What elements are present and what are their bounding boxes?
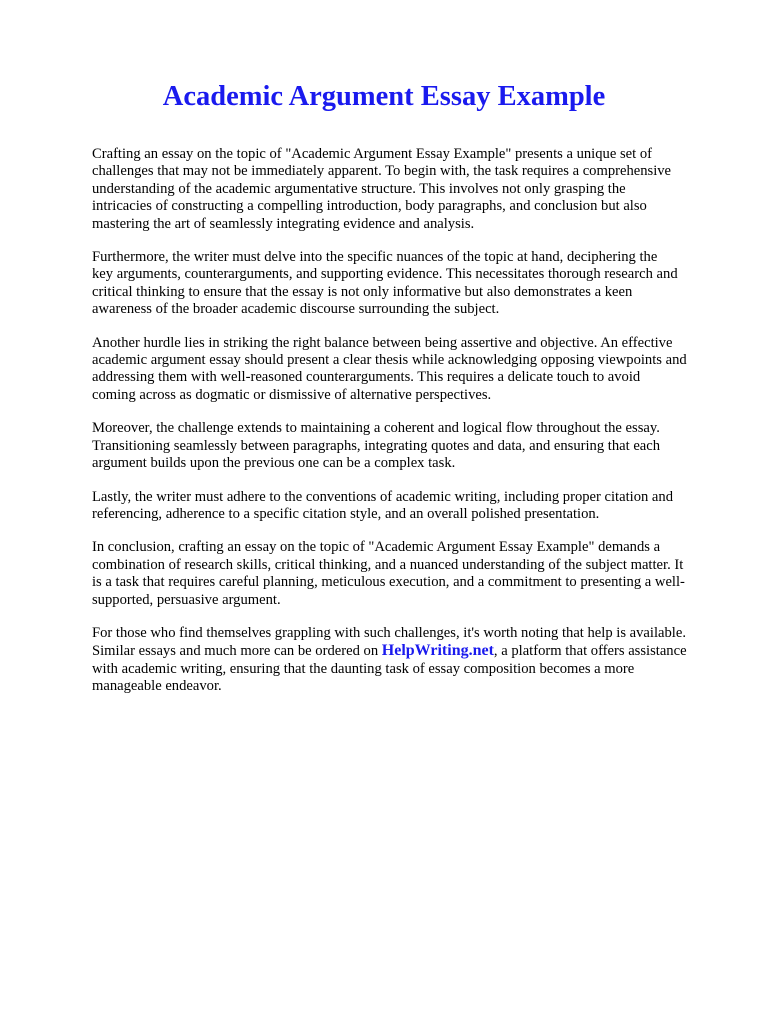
paragraph-intro: Crafting an essay on the topic of "Academic Argument Essay Example" presents a unique set of challenges that may not be immediately apparent. To begin with, the task requires a comprehensive understanding of the academic argumentative structure. This involves not only grasping the intricacies of constructing a compelling introduction, body paragraphs, and conclusion but also mastering the art of seamlessly integrating evidence and analysis. [92,146,672,232]
paragraph-flow: Moreover, the challenge extends to maintaining a coherent and logical flow throughout the essay. Transitioning seamlessly between paragraphs, integrating quotes and data, and ensuring that each argument builds upon the previous one can be a complex task. [92,420,661,472]
help-text-before-link: For those who find themselves grappling with such challenges, it's worth noting that help is available. Similar essays and much more can be ordered on [92,624,686,660]
paragraph-conclusion: In conclusion, crafting an essay on the topic of "Academic Argument Essay Example" demands a combination of research skills, critical thinking, and a nuanced understanding of the subject matter. It is a task that requires careful planning, meticulous execution, and a commitment to presenting a well- supported, persuasive argument. [92,539,685,608]
page-title: Academic Argument Essay Example [162,81,606,112]
helpwriting-link[interactable]: HelpWriting.net [381,642,494,660]
paragraph-balance: Another hurdle lies in striking the right balance between being assertive and objective. An effective academic argument essay should present a clear thesis while acknowledging opposing viewpoints and addressing them with well-reasoned counterarguments. This requires a delicate touch to avoid coming across as dogmatic or dismissive of alternative perspectives. [92,334,687,403]
essay-body [92,146,732,712]
paragraph-nuances: Furthermore, the writer must delve into the specific nuances of the topic at hand, deciphering the key arguments, counterarguments, and supporting evidence. This necessitates thorough research and critical thinking to ensure that the essay is not only informative but also demonstrates a keen awareness of the broader academic discourse surrounding the subject. [92,249,678,318]
paragraph-help [92,625,732,696]
paragraph-conventions: Lastly, the writer must adhere to the conventions of academic writing, including proper citation and referencing, adherence to a specific citation style, and an overall polished presentation. [92,488,674,522]
help-text-after-link: , a platform that offers assistance with academic writing, ensuring that the daunting task of essay composition becomes a more manageable endeavor. [92,643,687,695]
